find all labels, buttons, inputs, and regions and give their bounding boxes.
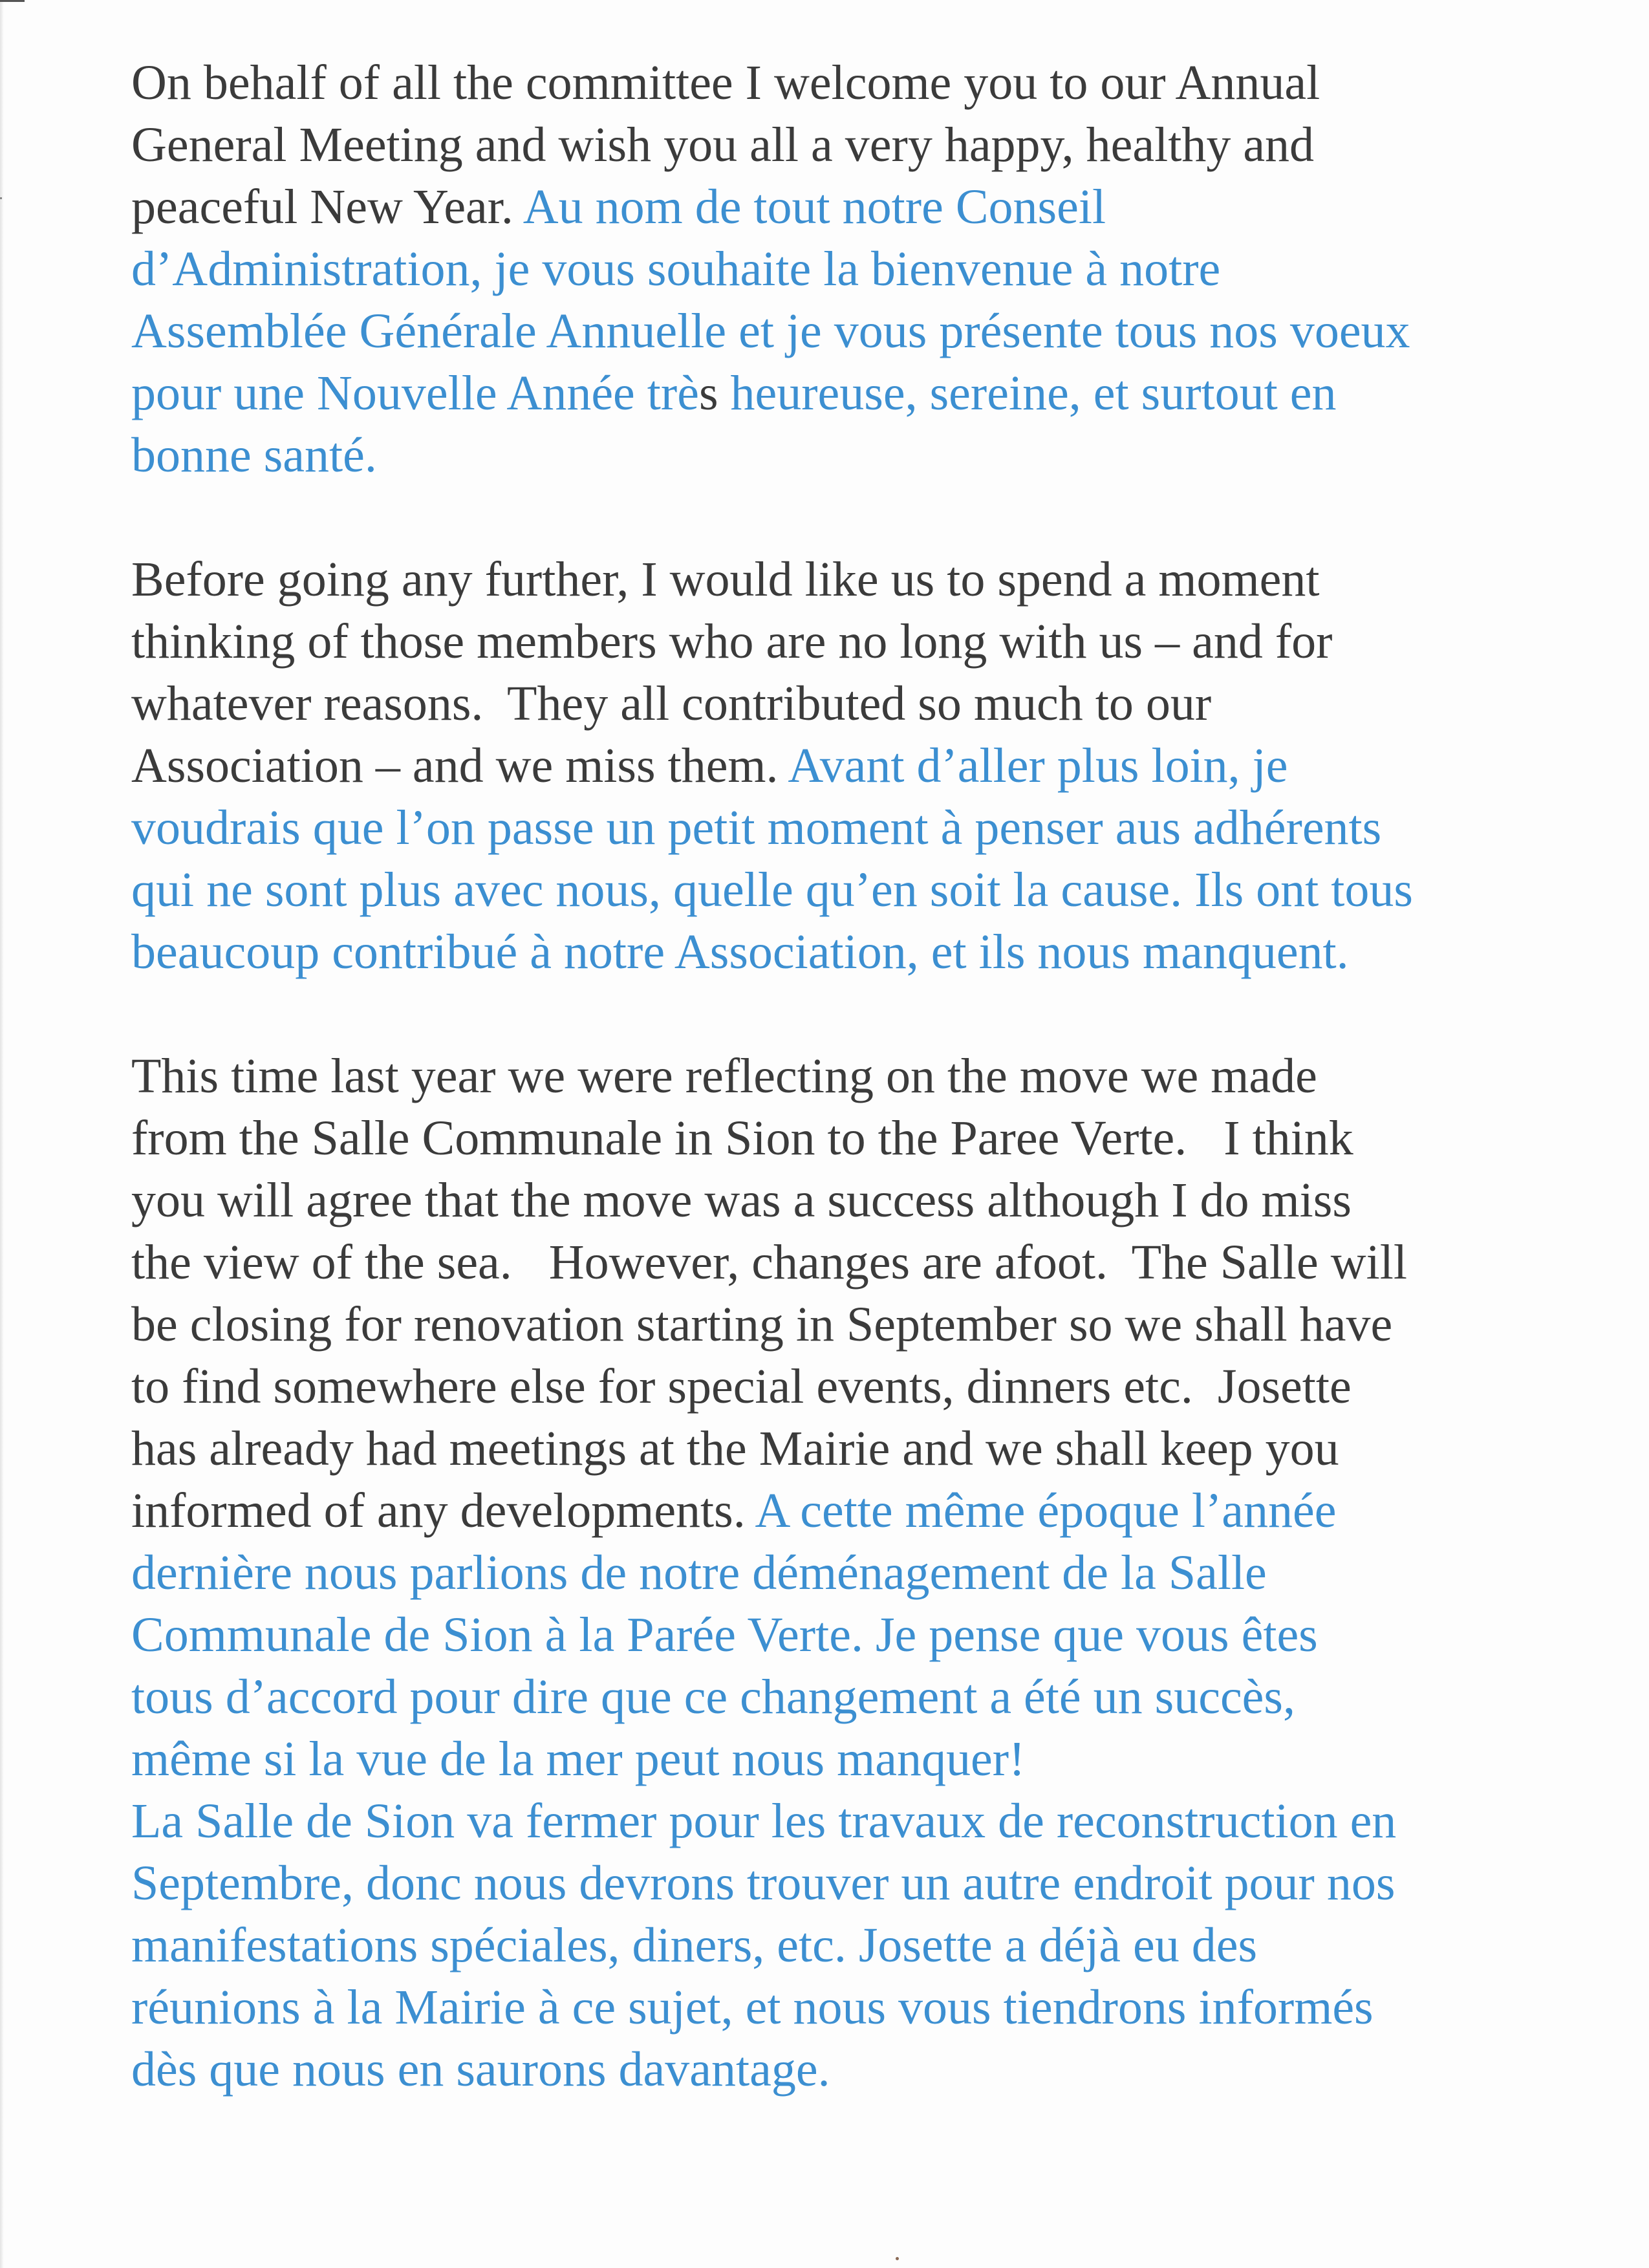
text-line <box>131 52 1554 114</box>
french-text: beaucoup contribué à notre Association, et ils nous manquent. <box>131 925 1349 979</box>
english-text: General Meeting and wish you all a very happy, healthy and <box>131 118 1315 172</box>
text-line <box>131 424 1554 486</box>
english-text: be closing for renovation starting in September so we shall have <box>131 1297 1393 1352</box>
text-line <box>131 1666 1554 1728</box>
french-text: d’Administration, je vous souhaite la bienvenue à notre <box>131 242 1221 296</box>
french-text: manifestations spéciales, diners, etc. Josette a déjà eu des <box>131 1918 1258 1972</box>
letter-body <box>131 52 1554 2101</box>
french-text: réunions à la Mairie à ce sujet, et nous vous tiendrons informés <box>131 1980 1374 2035</box>
text-line <box>131 1542 1554 1604</box>
text-line <box>131 2038 1554 2101</box>
french-text: Au nom de tout notre Conseil <box>523 180 1106 234</box>
french-text: même si la vue de la mer peut nous manquer! <box>131 1732 1026 1786</box>
text-line <box>131 114 1554 176</box>
paragraph-2 <box>131 548 1554 983</box>
french-text: Avant d’aller plus loin, je <box>788 739 1288 793</box>
text-line <box>131 859 1554 921</box>
paragraph-gap <box>131 486 1554 548</box>
text-line <box>131 610 1554 673</box>
english-text: informed of any developments. <box>131 1484 755 1538</box>
french-text: La Salle de Sion va fermer pour les travaux de reconstruction en <box>131 1794 1397 1848</box>
french-text: tous d’accord pour dire que ce changement a été un succès, <box>131 1670 1295 1724</box>
text-line <box>131 238 1554 300</box>
english-text: s <box>698 366 718 420</box>
text-line <box>131 797 1554 859</box>
french-text: heureuse, sereine, et surtout en <box>718 366 1337 420</box>
english-text: On behalf of all the committee I welcome you to our Annual <box>131 56 1320 110</box>
english-text: peaceful New Year. <box>131 180 523 234</box>
english-text: the view of the sea. However, changes are afoot. The Salle will <box>131 1235 1407 1290</box>
text-line <box>131 1790 1554 1852</box>
scan-edge-shadow <box>0 0 4 2268</box>
paragraph-1 <box>131 52 1554 486</box>
english-text: has already had meetings at the Mairie and we shall keep you <box>131 1421 1339 1476</box>
text-line <box>131 1293 1554 1355</box>
text-line <box>131 1169 1554 1231</box>
french-text: voudrais que l’on passe un petit moment à penser aus adhérents <box>131 801 1382 855</box>
french-text: dernière nous parlions de notre déménagement de la Salle <box>131 1546 1267 1600</box>
text-line <box>131 1728 1554 1790</box>
french-text: dès que nous en saurons davantage. <box>131 2042 830 2097</box>
paragraph-gap <box>131 983 1554 1045</box>
english-text: whatever reasons. They all contributed so much to our <box>131 676 1212 731</box>
french-text: Assemblée Générale Annuelle et je vous présente tous nos voeux <box>131 304 1410 358</box>
text-line <box>131 1976 1554 2038</box>
english-text: Association – and we miss them. <box>131 739 788 793</box>
text-line <box>131 1231 1554 1293</box>
scan-speck-mark <box>0 197 2 199</box>
french-text: qui ne sont plus avec nous, quelle qu’en soit la cause. Ils ont tous <box>131 863 1413 917</box>
text-line <box>131 548 1554 610</box>
text-line <box>131 1852 1554 1914</box>
text-line <box>131 1604 1554 1666</box>
text-line <box>131 1480 1554 1542</box>
text-line <box>131 921 1554 983</box>
text-line <box>131 1418 1554 1480</box>
text-line <box>131 362 1554 424</box>
english-text: This time last year we were reflecting on the move we made <box>131 1049 1317 1103</box>
french-text: bonne santé. <box>131 428 377 482</box>
text-line <box>131 1107 1554 1169</box>
english-text: you will agree that the move was a success although I do miss <box>131 1173 1352 1227</box>
english-text: from the Salle Communale in Sion to the Paree Verte. I think <box>131 1111 1353 1165</box>
scan-dust-mark <box>896 2257 899 2260</box>
text-line <box>131 735 1554 797</box>
english-text: to find somewhere else for special events, dinners etc. Josette <box>131 1359 1352 1414</box>
french-text: Septembre, donc nous devrons trouver un autre endroit pour nos <box>131 1856 1396 1910</box>
english-text: thinking of those members who are no long with us – and for <box>131 614 1333 669</box>
english-text: Before going any further, I would like us to spend a moment <box>131 552 1320 607</box>
french-text: Communale de Sion à la Parée Verte. Je pense que vous êtes <box>131 1608 1318 1662</box>
french-text: A cette même époque l’année <box>755 1484 1337 1538</box>
text-line <box>131 176 1554 238</box>
scan-corner-mark <box>0 0 25 2</box>
text-line <box>131 300 1554 362</box>
text-line <box>131 1045 1554 1107</box>
text-line <box>131 1355 1554 1418</box>
paragraph-3 <box>131 1045 1554 2101</box>
text-line <box>131 1914 1554 1976</box>
text-line <box>131 673 1554 735</box>
french-text: pour une Nouvelle Année trè <box>131 366 699 420</box>
